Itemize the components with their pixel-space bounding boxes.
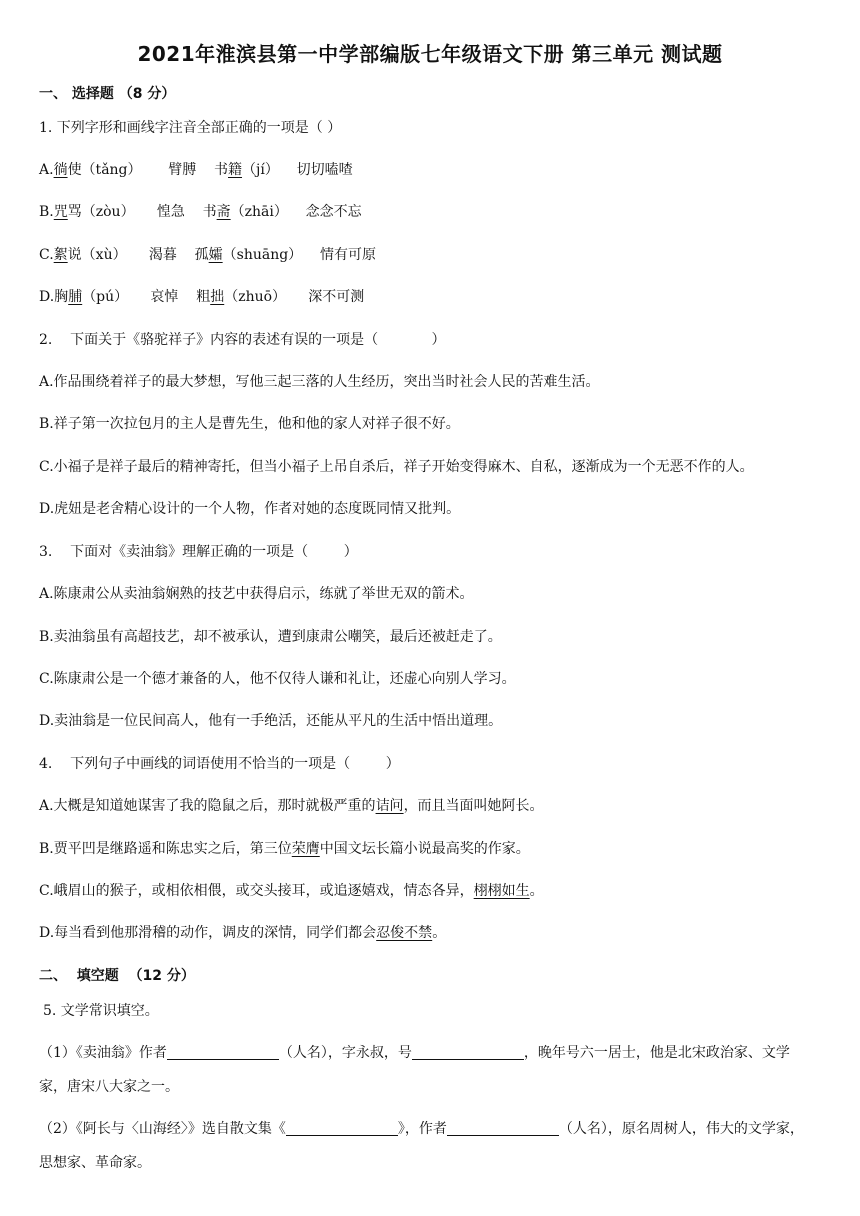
underlined-char: 脯 [68,289,83,305]
question-2-option-d: D.虎妞是老舍精心设计的一个人物，作者对她的态度既同情又批判。 [39,501,461,517]
option-text: A.大概是知道她谋害了我的隐鼠之后，那时就极严重的 [39,798,376,814]
question-1-stem: 1. 下列字形和画线字注音全部正确的一项是（ ） [39,120,342,136]
option-text: （pú） 哀悼 粗 [82,289,211,305]
question-4-option-c [39,880,544,900]
question-4-option-b [39,838,530,858]
blank-context: （1）《卖油翁》作者 [39,1045,167,1061]
author-name-blank-2[interactable] [447,1120,559,1136]
option-text: （shuāng） 情有可原 [222,247,376,263]
underlined-char: 咒 [53,204,68,220]
question-1-option-a [39,159,353,179]
option-text: 说（xù） 渴暮 孤 [67,247,209,263]
underlined-word: 忍俊不禁 [376,925,433,941]
underlined-char: 徜 [53,162,68,178]
option-text: A. [39,162,54,178]
blank-context: （人名），字永叔，号 [278,1045,412,1061]
blank-context: 》，作者 [397,1121,447,1137]
question-3-option-a: A.陈康肃公从卖油翁娴熟的技艺中获得启示，练就了举世无双的箭术。 [39,586,474,602]
option-text: 骂（zòu） 惶急 书 [67,204,217,220]
collection-name-blank[interactable] [286,1120,398,1136]
underlined-word: 诘问 [375,798,404,814]
option-text: 。 [529,883,544,899]
option-text: 中国文坛长篇小说最高奖的作家。 [319,841,530,857]
blank-context: （人名），原名周树人，伟大的文学家， [558,1121,804,1137]
option-text: （jí） 切切嗑喳 [242,162,353,178]
option-text: 。 [432,925,447,941]
question-1-option-b [39,201,362,221]
option-text: 使（tǎng） 臂膊 书 [67,162,229,178]
option-text: B.贾平凹是继路遥和陈忠实之后，第三位 [39,841,292,857]
question-5-line-4: 思想家、革命家。 [39,1155,151,1171]
question-3-option-c: C.陈康肃公是一个德才兼备的人，他不仅待人谦和礼让，还虚心向别人学习。 [39,671,516,687]
option-text: ，而且当面叫她阿长。 [403,798,544,814]
question-2-option-b: B.祥子第一次拉包月的主人是曹先生，他和他的家人对祥子很不好。 [39,416,460,432]
question-5-line-1 [39,1042,790,1062]
question-2-option-c: C.小福子是祥子最后的精神寄托，但当小福子上吊自杀后，祥子开始变得麻木、自私，逐渐成为一个无恶不作的人。 [39,459,754,475]
question-4-option-a [39,795,544,815]
question-4-stem: 4. 下列句子中画线的词语使用不恰当的一项是（ ） [39,756,400,772]
question-1-option-c [39,244,376,264]
question-3-option-b: B.卖油翁虽有高超技艺，却不被承认，遭到康肃公嘲笑，最后还被赶走了。 [39,629,502,645]
blank-context: ，晚年号六一居士，他是北宋政治家、文学 [523,1045,790,1061]
page-title: 2021年淮滨县第一中学部编版七年级语文下册 第三单元 测试题 [137,42,723,66]
option-text: D.胸 [39,289,69,305]
underlined-word: 荣膺 [291,841,320,857]
question-4-option-d [39,922,446,942]
question-3-option-d: D.卖油翁是一位民间高人，他有一手绝活，还能从平凡的生活中悟出道理。 [39,713,503,729]
question-2-option-a: A.作品围绕着祥子的最大梦想，写他三起三落的人生经历，突出当时社会人民的苦难生活。 [39,374,600,390]
option-text: B. [39,204,54,220]
option-text: （zhuō） 深不可测 [224,289,365,305]
question-5-stem: 5. 文学常识填空。 [43,1003,159,1019]
section-heading-choice: 一、 选择题 （8 分） [39,86,176,102]
underlined-char: 籍 [228,162,243,178]
blank-context: （2）《阿长与〈山海经〉》选自散文集《 [39,1121,286,1137]
question-3-stem: 3. 下面对《卖油翁》理解正确的一项是（ ） [39,544,358,560]
question-5-line-2: 家，唐宋八大家之一。 [39,1079,179,1095]
underlined-word: 栩栩如生 [473,883,530,899]
underlined-char: 斋 [216,204,231,220]
underlined-char: 拙 [210,289,225,305]
section-heading-fill: 二、 填空题 （12 分） [39,968,195,984]
option-text: D.每当看到他那滑稽的动作，调皮的深情，同学们都会 [39,925,377,941]
underlined-char: 孀 [208,247,223,263]
author-name-blank[interactable] [167,1044,279,1060]
question-5-line-3 [39,1118,804,1138]
question-2-stem: 2. 下面关于《骆驼祥子》内容的表述有误的一项是（ ） [39,332,446,348]
question-1-option-d [39,286,364,306]
option-text: （zhāi） 念念不忘 [230,204,362,220]
underlined-char: 絮 [53,247,68,263]
pen-name-blank[interactable] [412,1044,524,1060]
option-text: C. [39,247,54,263]
option-text: C.峨眉山的猴子，或相依相偎，或交头接耳，或追逐嬉戏，情态各异， [39,883,474,899]
